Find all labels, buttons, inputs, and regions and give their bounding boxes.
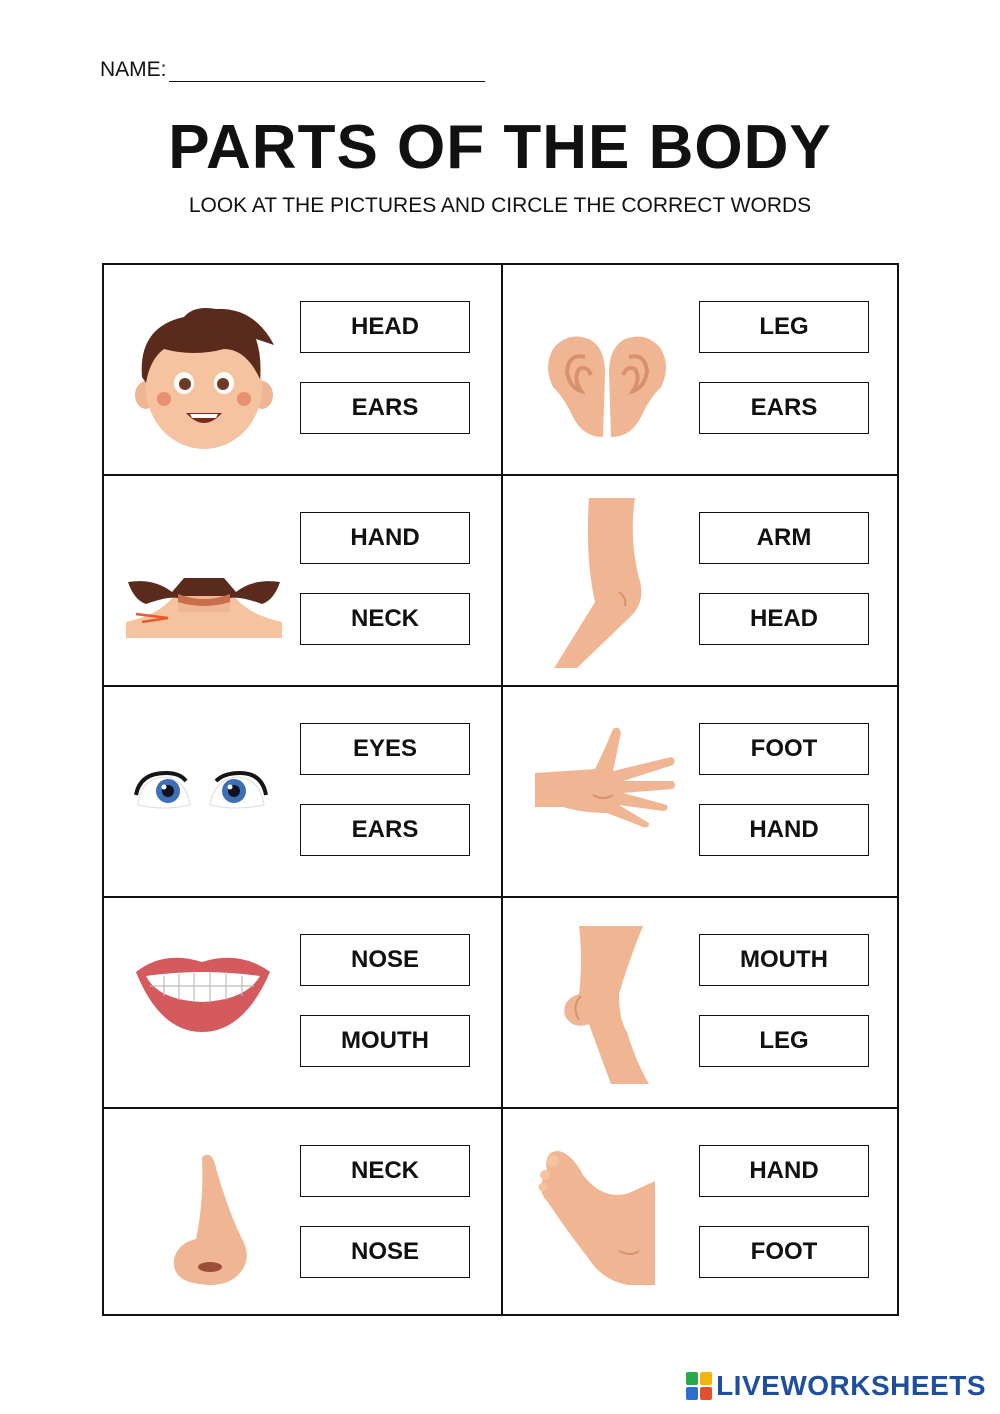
option-box[interactable]: LEG bbox=[699, 1015, 869, 1067]
arm-picture bbox=[523, 498, 683, 668]
option-box[interactable]: LEG bbox=[699, 301, 869, 353]
eyes-picture bbox=[124, 709, 284, 879]
cell-hand bbox=[503, 687, 901, 897]
page-title: PARTS OF THE BODY bbox=[168, 113, 832, 182]
option-box[interactable]: HAND bbox=[699, 1145, 869, 1197]
option-box[interactable]: EYES bbox=[300, 723, 470, 775]
cell-eyes bbox=[104, 687, 502, 897]
liveworksheets-logo bbox=[686, 1370, 986, 1402]
liveworksheets-logo-icon bbox=[686, 1372, 712, 1400]
option-box[interactable]: HAND bbox=[699, 804, 869, 856]
hand-picture bbox=[523, 709, 683, 879]
leg-picture bbox=[523, 920, 683, 1090]
neck-picture bbox=[124, 498, 284, 668]
ears-picture bbox=[523, 287, 683, 457]
option-box[interactable]: NECK bbox=[300, 1145, 470, 1197]
name-field bbox=[100, 58, 485, 82]
cell-arm bbox=[503, 476, 901, 686]
foot-picture bbox=[523, 1131, 683, 1301]
option-box[interactable]: HEAD bbox=[699, 593, 869, 645]
option-box[interactable]: NOSE bbox=[300, 1226, 470, 1278]
option-box[interactable]: EARS bbox=[300, 804, 470, 856]
cell-ears bbox=[503, 265, 901, 475]
cell-leg bbox=[503, 898, 901, 1108]
name-label: NAME: bbox=[100, 58, 167, 81]
option-box[interactable]: HEAD bbox=[300, 301, 470, 353]
option-box[interactable]: ARM bbox=[699, 512, 869, 564]
mouth-picture bbox=[124, 920, 284, 1090]
option-box[interactable]: NECK bbox=[300, 593, 470, 645]
cell-nose bbox=[104, 1109, 502, 1319]
option-box[interactable]: FOOT bbox=[699, 723, 869, 775]
option-box[interactable]: HAND bbox=[300, 512, 470, 564]
option-box[interactable]: FOOT bbox=[699, 1226, 869, 1278]
option-box[interactable]: MOUTH bbox=[699, 934, 869, 986]
option-box[interactable]: EARS bbox=[300, 382, 470, 434]
cell-neck bbox=[104, 476, 502, 686]
option-box[interactable]: NOSE bbox=[300, 934, 470, 986]
name-blank-line[interactable] bbox=[169, 61, 485, 82]
option-box[interactable]: EARS bbox=[699, 382, 869, 434]
cell-foot bbox=[503, 1109, 901, 1319]
brand-name: LIVEWORKSHEETS bbox=[716, 1370, 986, 1401]
boy-head-picture bbox=[124, 287, 284, 457]
cell-mouth bbox=[104, 898, 502, 1108]
nose-picture bbox=[124, 1131, 284, 1301]
cell-head bbox=[104, 265, 502, 475]
option-box[interactable]: MOUTH bbox=[300, 1015, 470, 1067]
worksheet-grid bbox=[102, 263, 899, 1316]
instructions: LOOK AT THE PICTURES AND CIRCLE THE CORRECT WORDS bbox=[188, 194, 812, 217]
